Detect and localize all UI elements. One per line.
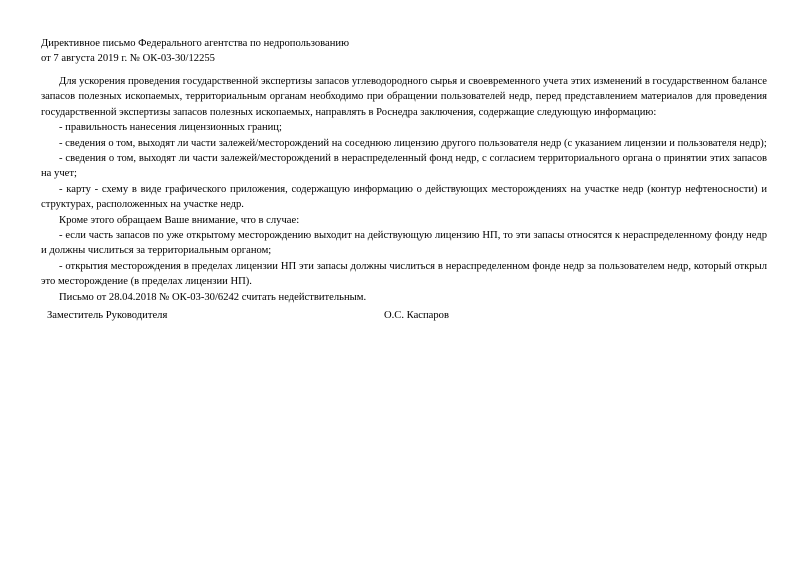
signatory-role: Заместитель Руководителя: [47, 310, 168, 321]
list-item: - карту - схему в виде графического приложения, содержащую информацию о действующих месторождениях на участке недр (контур нефтеносности) и структурах, расположенных на участке недр.: [41, 183, 767, 211]
document-date-number: от 7 августа 2019 г. № ОК-03-30/12255: [41, 53, 215, 65]
list-item: - сведения о том, выходят ли части залежей/месторождений в нераспределенный фонд недр, с согласием территориального органа о принятии этих запасов на учет;: [41, 153, 767, 180]
closing-paragraph: Письмо от 28.04.2018 № ОК-03-30/6242 считать недействительным.: [59, 291, 367, 303]
signatory-name: О.С. Каспаров: [384, 310, 449, 321]
document-body: [41, 74, 767, 305]
document-header: [41, 36, 761, 67]
intro-paragraph: Для ускорения проведения государственной экспертизы запасов углеводородного сырья и своевременного учета этих изменений в государственном балансе запасов полезных ископаемых, территориальным органам необходимо при обращении пользователей недр, перед представлением материалов для проведения государственной экспертизы запасов полезных ископаемых, направлять в Роснедра заключения, содержащие следующую информацию:: [41, 76, 767, 118]
case-item: - открытия месторождения в пределах лицензии НП эти запасы должны числиться в нераспределенном фонде недр за пользователем недр, который открыл это месторождение (в пределах лицензии НП).: [41, 260, 767, 288]
list-item: - правильность нанесения лицензионных границ;: [59, 122, 282, 134]
attention-paragraph: Кроме этого обращаем Ваше внимание, что в случае:: [59, 214, 300, 226]
list-item: - сведения о том, выходят ли части залежей/месторождений на соседнюю лицензию другого пользователя недр (с указанием лицензии и пользователя недр);: [59, 137, 767, 149]
document-title: Директивное письмо Федерального агентства по недропользованию: [41, 38, 349, 49]
case-item: - если часть запасов по уже открытому месторождению выходит на действующую лицензию НП, то эти запасы относятся к нераспределенному фонду недр и должны числиться за территориальным органом;: [41, 230, 767, 257]
